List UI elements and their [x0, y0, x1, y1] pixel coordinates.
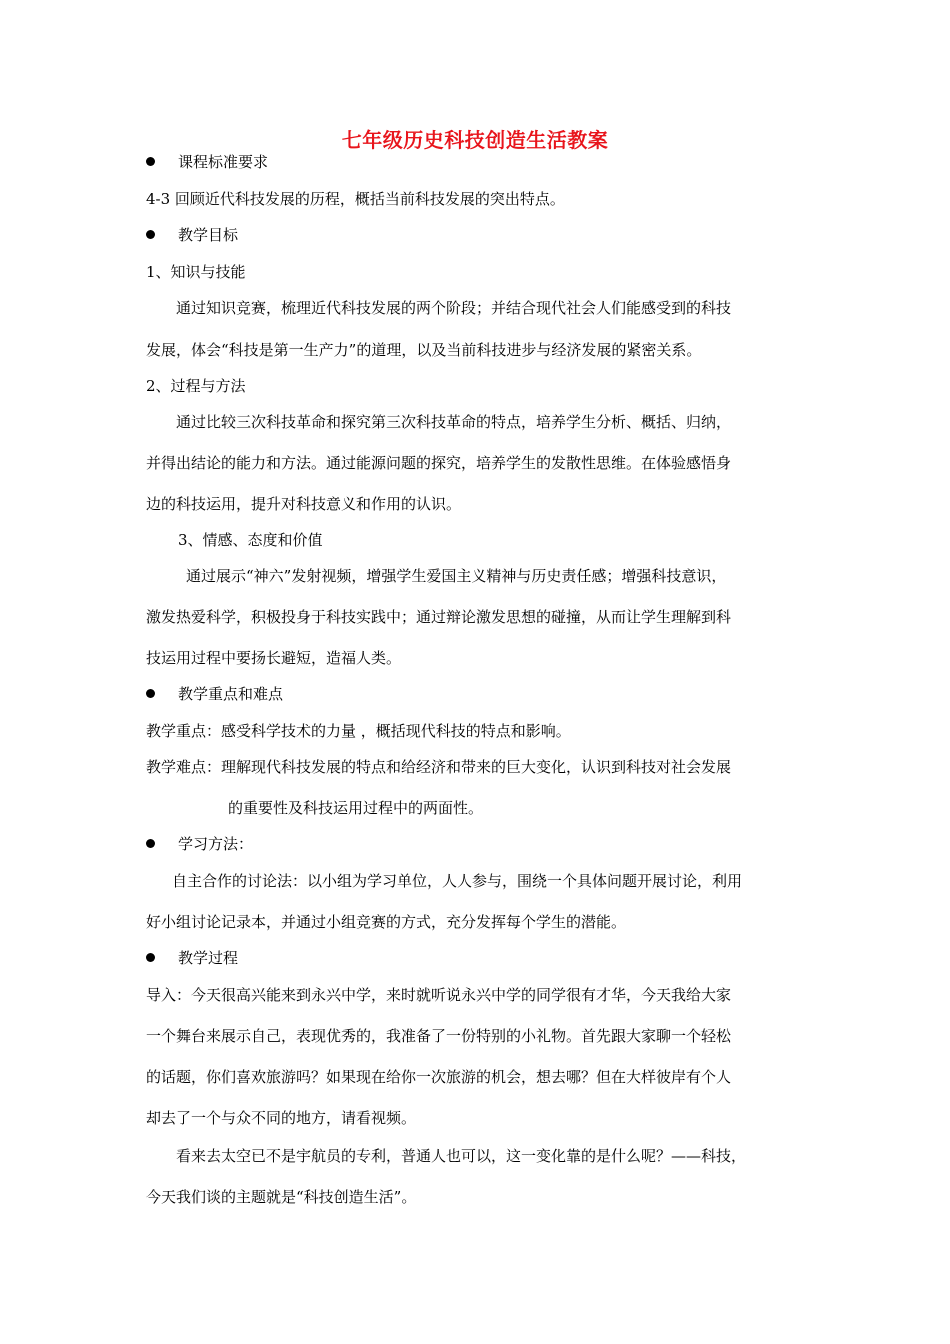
paragraph-line: 自主合作的讨论法：以小组为学习单位，人人参与，围绕一个具体问题开展讨论，利用	[172, 872, 743, 890]
paragraph-line: 的话题，你们喜欢旅游吗？如果现在给你一次旅游的机会，想去哪？但在大样彼岸有个人	[146, 1068, 732, 1086]
document-title: 七年级历史科技创造生活教案	[341, 128, 609, 152]
objective-1-heading: 1、知识与技能	[146, 263, 246, 281]
key-difficulty-text-cont: 的重要性及科技运用过程中的两面性。	[228, 799, 484, 817]
paragraph-line: 一个舞台来展示自己，表现优秀的，我准备了一份特别的小礼物。首先跟大家聊一个轻松	[146, 1027, 732, 1045]
bullet-icon	[146, 953, 155, 962]
paragraph-line: 看来去太空已不是宇航员的专利，普通人也可以，这一变化靠的是什么呢？——科技，	[176, 1147, 747, 1165]
section-heading-objectives: 教学目标	[178, 226, 239, 244]
paragraph-line: 激发热爱科学，积极投身于科技实践中；通过辩论激发思想的碰撞，从而让学生理解到科	[146, 608, 732, 626]
paragraph-line: 技运用过程中要扬长避短，造福人类。	[146, 649, 402, 667]
paragraph-line: 通过比较三次科技革命和探究第三次科技革命的特点，培养学生分析、概括、归纳，	[176, 413, 732, 431]
section-heading-method: 学习方法：	[178, 835, 254, 853]
bullet-icon	[146, 689, 155, 698]
bullet-icon	[146, 230, 155, 239]
section-heading-standard: 课程标准要求	[178, 153, 269, 171]
paragraph-line: 却去了一个与众不同的地方，请看视频。	[146, 1109, 417, 1127]
section-heading-process: 教学过程	[178, 949, 239, 967]
key-difficulty-text: 教学难点：理解现代科技发展的特点和给经济和带来的巨大变化，认识到科技对社会发展	[146, 758, 732, 776]
objective-2-heading: 2、过程与方法	[146, 377, 246, 395]
key-focus-text: 教学重点：感受科学技术的力量 ，概括现代科技的特点和影响。	[146, 722, 571, 740]
standard-text: 4-3 回顾近代科技发展的历程，概括当前科技发展的突出特点。	[146, 190, 565, 208]
paragraph-line: 发展，体会“科技是第一生产力”的道理，以及当前科技进步与经济发展的紧密关系。	[146, 341, 702, 359]
objective-3-heading: 3、情感、态度和价值	[178, 531, 323, 549]
section-heading-keypoints: 教学重点和难点	[178, 685, 284, 703]
bullet-icon	[146, 157, 155, 166]
paragraph-line: 通过展示“神六”发射视频，增强学生爱国主义精神与历史责任感；增强科技意识，	[186, 567, 727, 585]
paragraph-line: 边的科技运用，提升对科技意义和作用的认识。	[146, 495, 462, 513]
paragraph-line: 导入：今天很高兴能来到永兴中学，来时就听说永兴中学的同学很有才华，今天我给大家	[146, 986, 732, 1004]
paragraph-line: 今天我们谈的主题就是“科技创造生活”。	[146, 1188, 417, 1206]
paragraph-line: 好小组讨论记录本，并通过小组竞赛的方式，充分发挥每个学生的潜能。	[146, 913, 627, 931]
paragraph-line: 并得出结论的能力和方法。通过能源问题的探究，培养学生的发散性思维。在体验感悟身	[146, 454, 732, 472]
bullet-icon	[146, 839, 155, 848]
paragraph-line: 通过知识竞赛，梳理近代科技发展的两个阶段；并结合现代社会人们能感受到的科技	[176, 299, 732, 317]
